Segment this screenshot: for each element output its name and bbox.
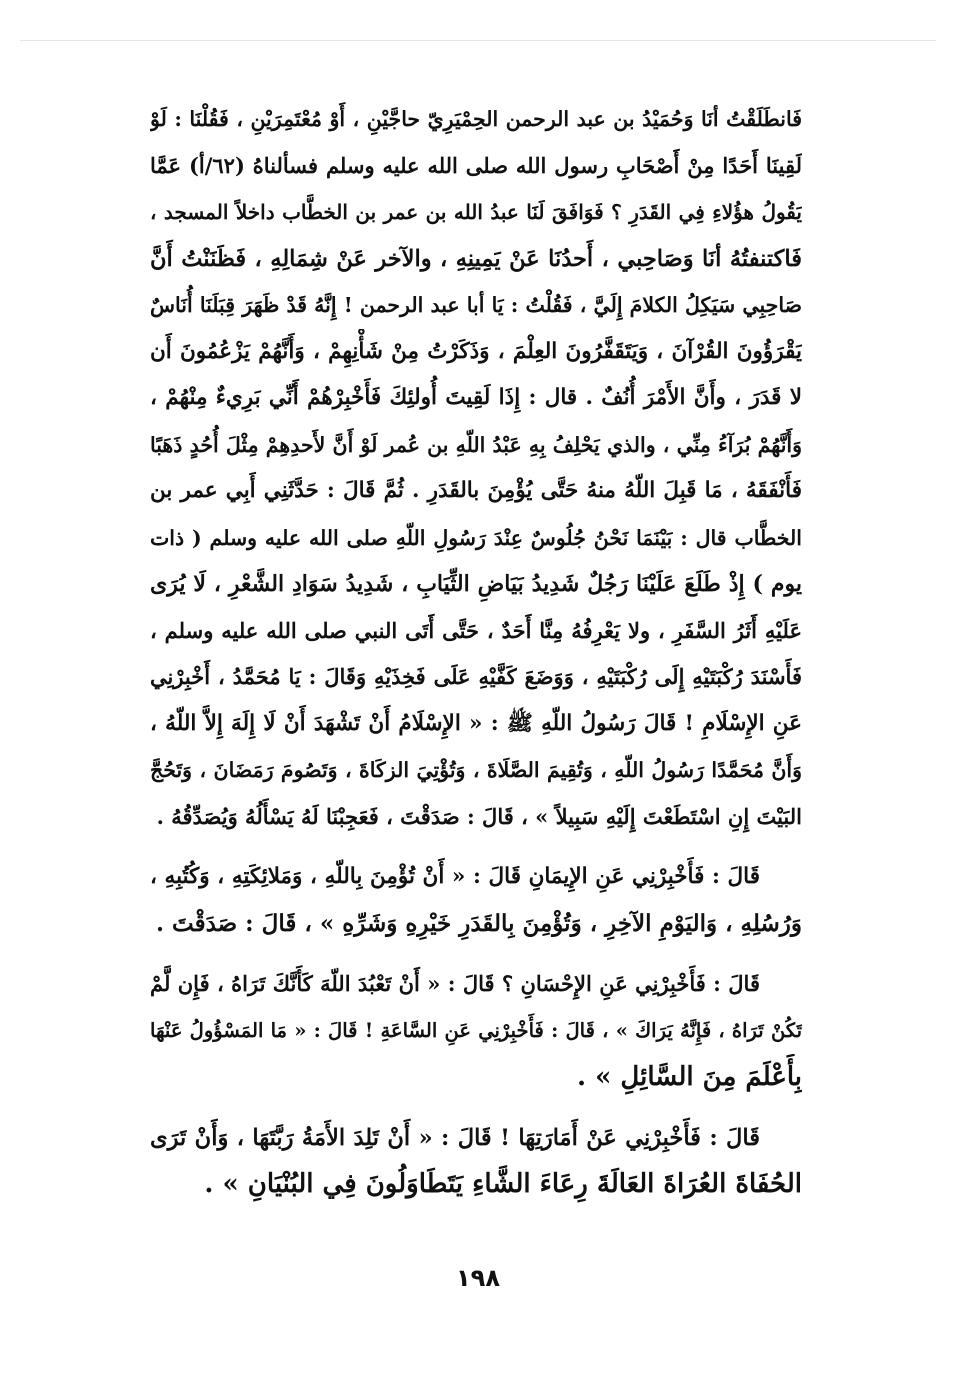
text-line: قَالَ : فَأَخْبِرْنِي عَنِ الإِيمَانِ قَالَ : « أَنْ تُؤْمِنَ بِاللّهِ ، وَمَلائِكَتِهِ ، وَكُتُبِهِ ، bbox=[150, 864, 760, 889]
text-line: البَيْتَ إِنِ اسْتَطَعْتَ إِلَيْهِ سَبِيلاً » ، قَالَ : صَدَقْتَ ، فَعَجِبْنَا لَهُ يَسْأَلُهُ وَيُصَدِّقُهُ . bbox=[156, 803, 802, 829]
scan-edge-line bbox=[20, 40, 936, 41]
text-line: وَأَنَّهُمْ بُرَآءُ مِنِّي ، والذي يَحْلِفُ بِهِ عَبْدُ اللّهِ بن عُمر لَوْ أَنَّ لأَحدِهِمْ مِثْلَ أُحُدٍ ذَهَبًا bbox=[150, 432, 802, 457]
text-line: قَالَ : فَأَخْبِرْنِي عَنِ الإِحْسَانِ ؟ قَالَ : « أَنْ تَعْبُدَ اللّهَ كَأَنَّكَ تَرَاهُ ، فَإِن لَّمْ bbox=[150, 971, 760, 996]
text-line: الخطَّاب قال : بَيْنَمَا نَحْنُ جُلُوسٌ عِنْدَ رَسُولِ اللّهِ صلى الله عليه وسلم ( ذات bbox=[150, 525, 802, 550]
text-line: فَانطَلَقْتُ أنَا وَحُمَيْدُ بن عبد الرحمن الحِمْيَرِيّ حاجَّيْنِ ، أَوْ مُعْتَمِرَيْنِ ، فَقُلْنَا : لَوْ bbox=[150, 107, 802, 131]
text-line: بِأَعْلَمَ مِنَ السَّائِلِ » . bbox=[577, 1062, 802, 1092]
text-line: يوم ) إِذْ طَلَعَ عَلَيْنَا رَجُلٌ شَدِيدُ بَيَاضِ الثِّيَابِ ، شَدِيدُ سَوَادِ الشَّعْرِ ، لَا يُرَى bbox=[150, 571, 802, 597]
text-line: وَأَنَّ مُحَمَّدًا رَسُولُ اللّهِ ، وَتُقِيمَ الصَّلَاةَ ، وَتُؤْتِيَ الزكَاةَ ، وَتَصُومَ رَمَضَانَ ، وَتَحُجَّ bbox=[150, 758, 802, 782]
text-line: الحُفَاةَ العُرَاةَ العَالَةَ رِعَاءَ الشَّاءِ يَتَطَاوَلُونَ فِي البُنْيَانِ » . bbox=[204, 1169, 802, 1199]
text-line: لَقِينَا أَحَدًا مِنْ أَصْحَابِ رسول الله صلى الله عليه وسلم فسألناهُ (٦٢/أ) عَمَّا bbox=[150, 152, 802, 178]
text-line: فَأَنْفَقَهُ ، مَا قَبِلَ اللّهُ منهُ حَتَّى يُؤْمِنَ بالقَدَرِ . ثُمَّ قَالَ : حَدَّثَنِي أَبِي عمر بن bbox=[150, 478, 802, 503]
paragraph-4 bbox=[150, 1115, 802, 1208]
text-line: لا قَدَرَ ، وأَنَّ الأَمْرَ أُنُفٌ . قال : إِذَا لَقِيتَ أُولئِكَ فَأَخْبِرْهُمْ أَنِّي بَرِيءٌ مِنْهُمْ ، bbox=[150, 385, 802, 410]
text-line: قَالَ : فَأَخْبِرْنِي عَنْ أَمَارَتِهَا ! قَالَ : « أَنْ تَلِدَ الأَمَةُ رَبَّتَهَا ، وَأَنْ تَرَى bbox=[150, 1124, 760, 1151]
text-line: تَكُنْ تَرَاهُ ، فَإِنَّهُ يَرَاكَ » ، قَالَ : فَأَخْبِرْنِي عَنِ السَّاعَةِ ! قَالَ : « مَا المَسْؤُولُ عَنْهَا bbox=[150, 1018, 802, 1042]
paragraph-2 bbox=[150, 854, 802, 947]
page-number: ١٩٨ bbox=[456, 1264, 500, 1292]
text-line: وَرُسُلِهِ ، وَاليَوْمِ الآخِرِ ، وَتُؤْمِنَ بِالقَدَرِ خَيْرِهِ وَشَرِّهِ » ، قَالَ : صَدَقْتَ . bbox=[155, 909, 802, 937]
text-line: يَقُولُ هؤُلاءِ فِي القَدَرِ ؟ فَوَافَقَ لَنَا عبدُ الله بن عمر بن الخطَّاب داخلاً المسجد ، bbox=[150, 200, 802, 224]
text-line: عَنِ الإِسْلَامِ ! قَالَ رَسُولُ اللّهِ ﷺ : « الإِسْلَامُ أَنْ تَشْهَدَ أَنْ لَا إِلَهَ إِلاَّ اللّهُ ، bbox=[150, 710, 802, 736]
text-line: فَأَسْنَدَ رُكْبَتَيْهِ إِلَى رُكْبَتَيْهِ ، وَوَضَعَ كَفَّيْهِ عَلَى فَخِذَيْهِ وَقَالَ : يَا مُحَمَّدُ ، أَخْبِرْنِي bbox=[150, 664, 802, 689]
text-line: فَاكتنفتُهُ أنَا وَصَاحِبي ، أَحدُنَا عَنْ يَمِينِهِ ، والآخر عَنْ شِمَالِهِ ، فَظَنَنْتُ أَنَّ bbox=[150, 245, 802, 272]
paragraph-3 bbox=[150, 961, 802, 1101]
text-line: صَاحِبِي سَيَكِلُ الكلامَ إِلَيَّ ، فَقُلْتُ : يَا أبا عبد الرحمن ! إِنَّهُ قَدْ ظَهَرَ قِبَلَنَا أُنَاسٌ bbox=[150, 293, 802, 317]
page-text-body bbox=[150, 96, 802, 1208]
text-line: يَقْرَؤُونَ القُرْآنَ ، وَيَتَقَفَّرُونَ العِلْمَ ، وَذَكَرْتُ مِنْ شَأْنِهِمْ ، وَأَنَّهُمْ يَزْعُمُونَ أَن bbox=[150, 338, 802, 364]
paragraph-1 bbox=[150, 96, 802, 840]
text-line: عَلَيْهِ أَثَرُ السَّفَرِ ، ولا يَعْرِفُهُ مِنَّا أَحَدٌ ، حَتَّى أَتَى النبي صلى الله عليه وسلم ، bbox=[150, 617, 802, 643]
